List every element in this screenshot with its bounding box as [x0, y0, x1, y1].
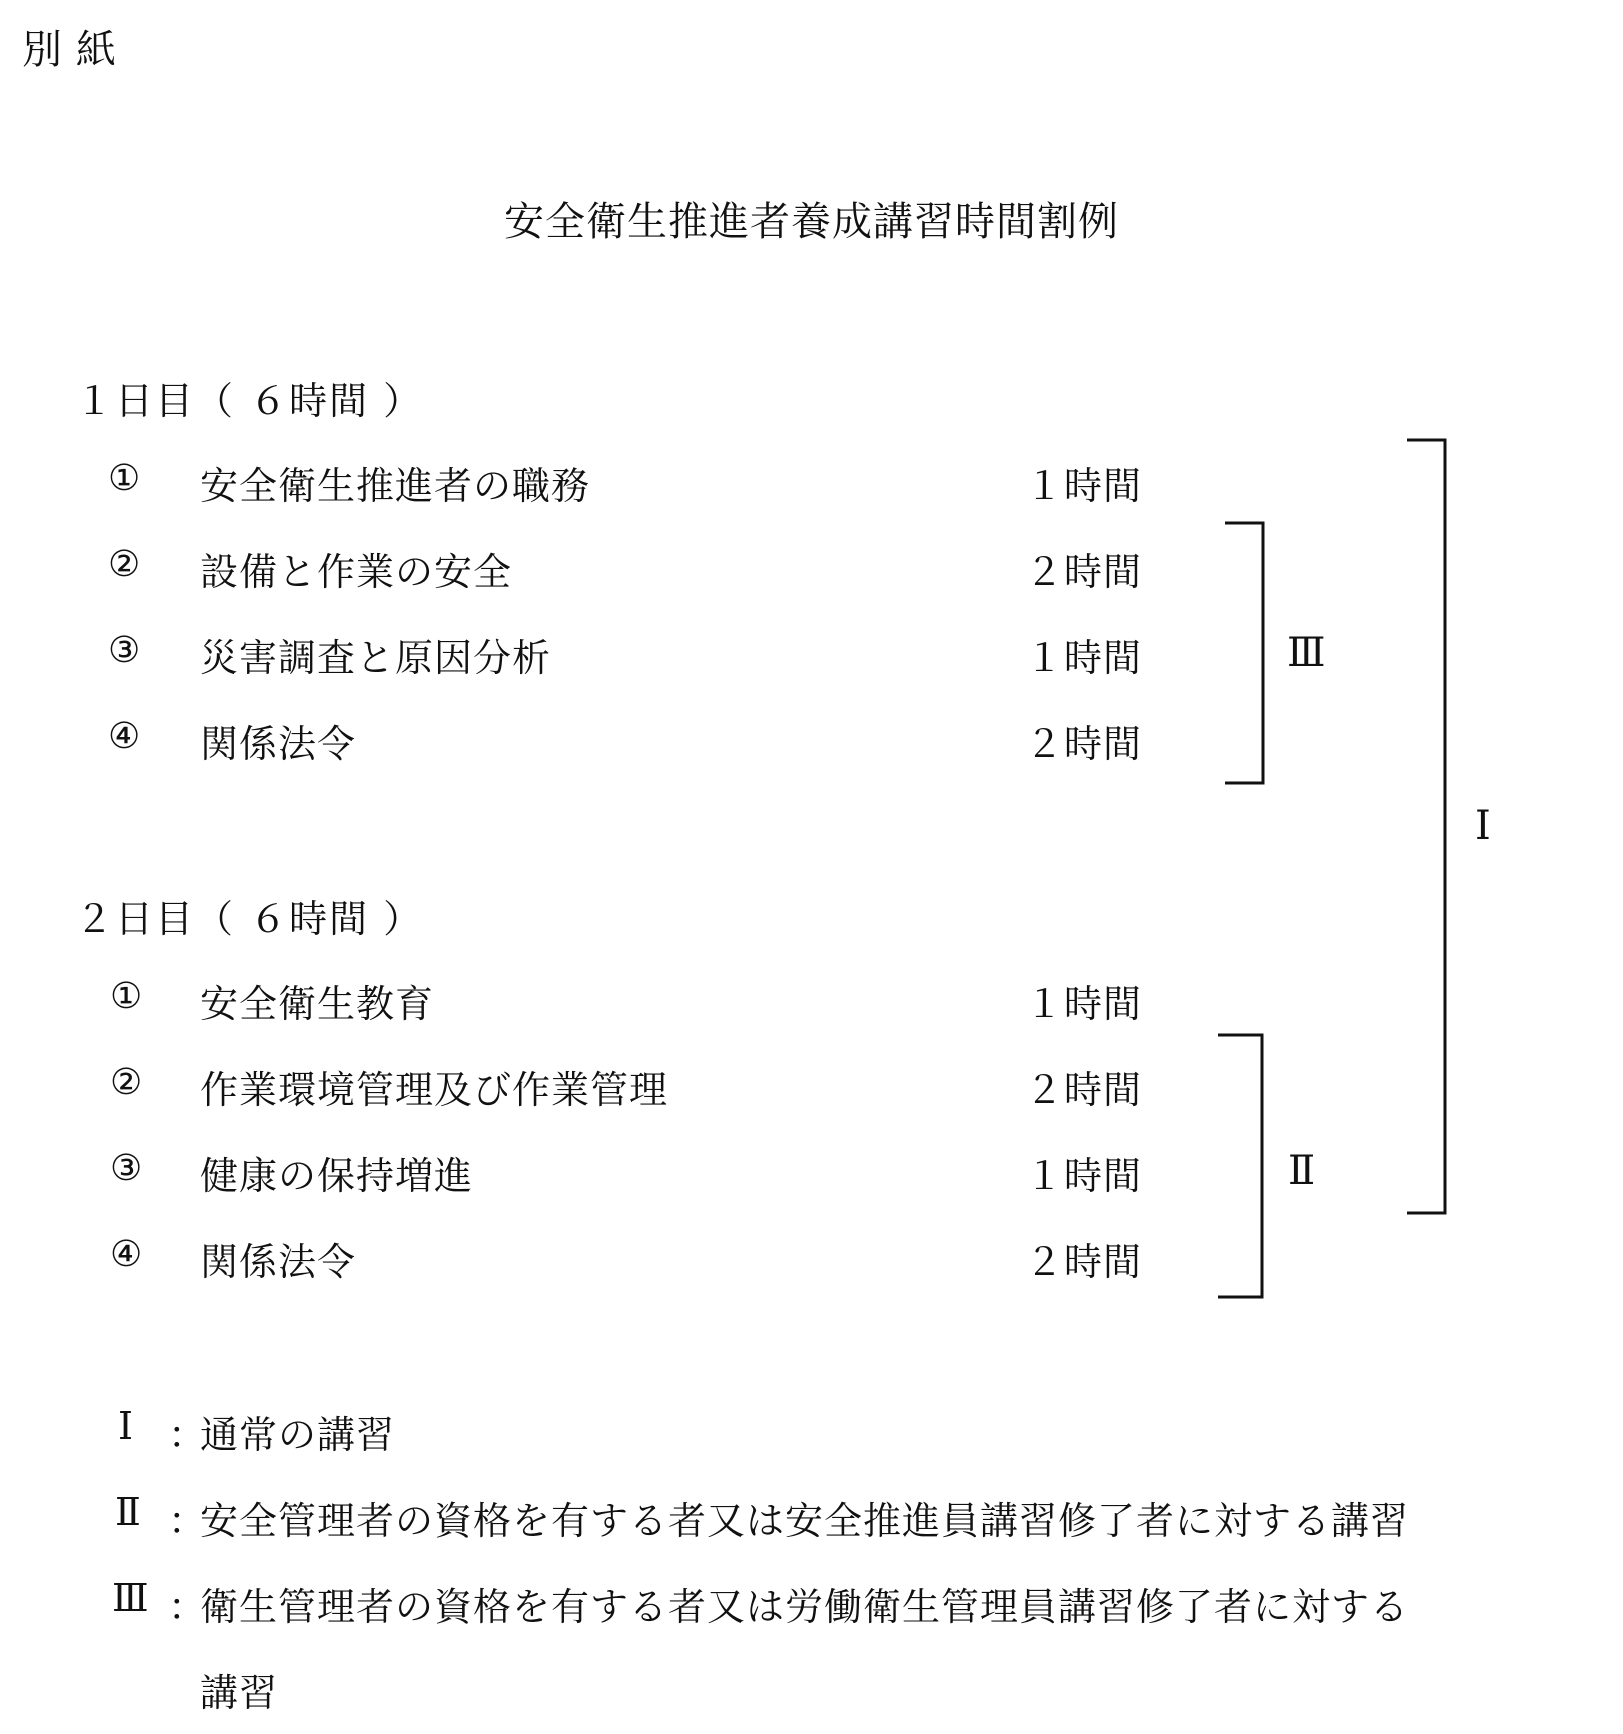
day-1-item-4-hours: ２時間	[1025, 722, 1143, 766]
page-label: 別紙	[22, 27, 130, 73]
day-2-item-2-hours: ２時間	[1025, 1068, 1143, 1112]
day-2-item-1-number: ①	[110, 976, 143, 1017]
legend-3-text-continuation: 講習	[200, 1671, 279, 1715]
legend-1-colon: ：	[168, 1413, 208, 1457]
bracket-I-line	[1407, 440, 1445, 1213]
bracket-II-label: Ⅱ	[1288, 1148, 1316, 1194]
day-1-item-3-number: ③	[108, 630, 141, 671]
day-2-item-2-subject: 作業環境管理及び作業管理	[200, 1068, 669, 1112]
legend-3-key: Ⅲ	[112, 1576, 149, 1620]
day-1-heading: １日目（ ６時間 ）	[75, 379, 424, 423]
day-1-item-3-hours: １時間	[1025, 636, 1143, 680]
day-1-item-2-subject: 設備と作業の安全	[200, 550, 513, 594]
bracket-III-label: Ⅲ	[1287, 630, 1326, 676]
day-1-item-4-number: ④	[108, 716, 141, 757]
day-2-item-1-subject: 安全衛生教育	[200, 982, 435, 1026]
day-1-item-1-subject: 安全衛生推進者の職務	[200, 464, 591, 508]
day-2-item-4-subject: 関係法令	[200, 1240, 357, 1284]
day-2-item-1-hours: １時間	[1025, 982, 1143, 1026]
day-1-item-1-hours: １時間	[1025, 464, 1143, 508]
day-2-heading: ２日目（ ６時間 ）	[75, 897, 424, 941]
day-1-item-2-number: ②	[108, 544, 141, 585]
page-title: 安全衛生推進者養成講習時間割例	[504, 199, 1119, 245]
day-2-item-3-hours: １時間	[1025, 1154, 1143, 1198]
bracket-I-label: Ⅰ	[1475, 803, 1491, 849]
day-1-item-3-subject: 災害調査と原因分析	[200, 636, 552, 680]
day-1-item-1-number: ①	[108, 458, 141, 499]
legend-3-colon: ：	[168, 1585, 208, 1629]
day-2-item-3-subject: 健康の保持増進	[200, 1154, 474, 1198]
day-1-item-2-hours: ２時間	[1025, 550, 1143, 594]
legend-2-colon: ：	[168, 1499, 208, 1543]
legend-3-text: 衛生管理者の資格を有する者又は労働衛生管理員講習修了者に対する	[200, 1585, 1410, 1629]
day-2-item-2-number: ②	[110, 1062, 143, 1103]
day-2-item-4-hours: ２時間	[1025, 1240, 1143, 1284]
legend-2-key: Ⅱ	[115, 1490, 141, 1534]
legend-2-text: 安全管理者の資格を有する者又は安全推進員講習修了者に対する講習	[200, 1499, 1410, 1543]
day-1-item-4-subject: 関係法令	[200, 722, 357, 766]
bracket-III-line	[1225, 523, 1263, 783]
legend-1-text: 通常の講習	[200, 1413, 396, 1457]
day-2-item-4-number: ④	[110, 1234, 143, 1275]
legend-1-key: Ⅰ	[118, 1404, 134, 1448]
bracket-II-line	[1218, 1035, 1262, 1297]
day-2-item-3-number: ③	[110, 1148, 143, 1189]
